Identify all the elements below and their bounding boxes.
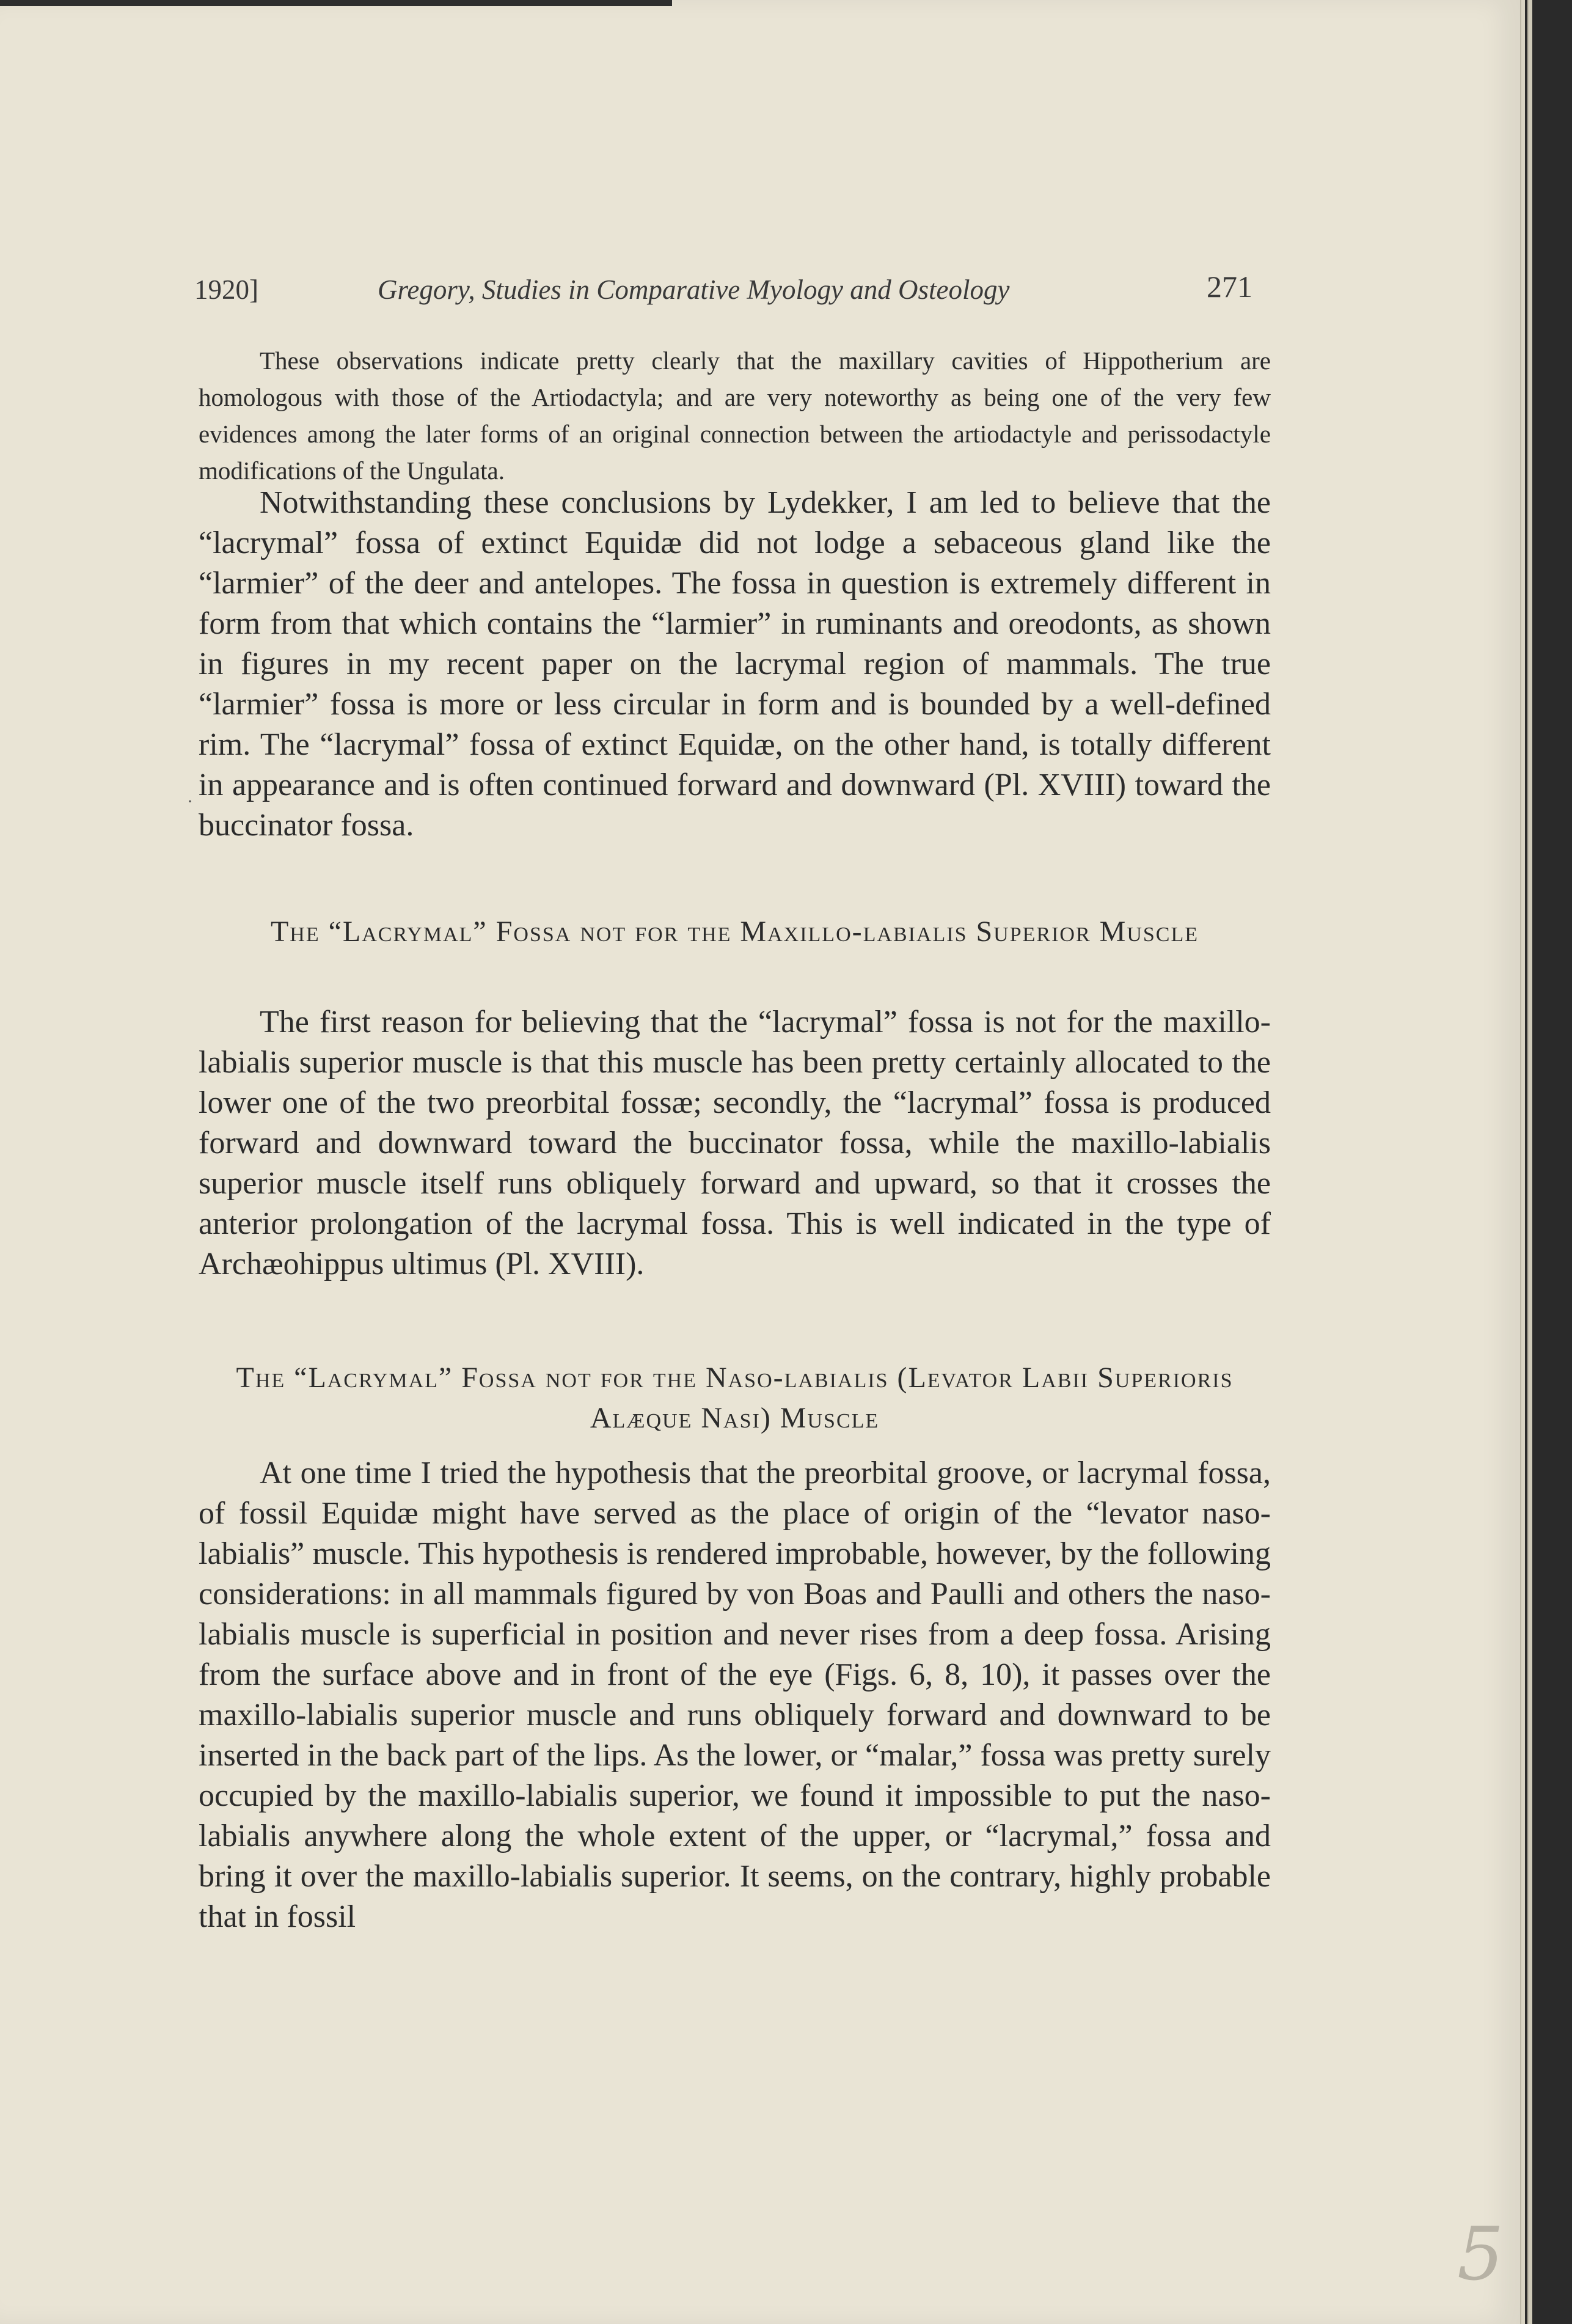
paragraph-naso-labialis: At one time I tried the hypothesis that the preorbital groove, or lacrymal fossa, of fossil Equidæ might have served as the place of origin of the “levator naso-labialis” muscle. This hypothesis is rendered improbable, however, by the following considerations: in all mammals figured by von Boas and Paulli and others the naso-labialis muscle is superficial in position and never rises from a deep fossa. Arising from the surface above and in front of the eye (Figs. 6, 8, 10), it passes over the maxillo-labialis superior muscle and runs obliquely forward and downward to be inserted in the back part of the lips. As the lower, or “malar,” fossa was pretty surely occupied by the maxillo-labialis superior, we found it impossible to put the naso-labialis anywhere along the whole extent of the upper, or “lacrymal,” fossa and bring it over the maxillo-labialis superior. It seems, on the contrary, highly probable that in fossil: [199, 1456, 1271, 1934]
running-head-year: 1920]: [194, 274, 258, 305]
running-head: [194, 269, 1252, 318]
page-edge-2: [1527, 0, 1532, 2324]
paragraph-lydekker-conclusions: Notwithstanding these conclusions by Lydekker, I am led to believe that the “lacrymal” fossa of extinct Equidæ did not lodge a sebaceous gland like the “larmier” of the deer and antelopes. The fossa in question is extremely different in form from that which contains the “larmier” in ruminants and oreodonts, as shown in figures in my recent paper on the lacrymal region of mammals. The true “larmier” fossa is more or less circular in form and is bounded by a well-defined rim. The “lacrymal” fossa of extinct Equidæ, on the other hand, is totally different in appearance and is often continued forward and downward (Pl. XVIII) toward the buccinator fossa.: [199, 485, 1271, 843]
quoted-note: These observations indicate pretty clearly that the maxillary cavities of Hippotherium are homologous with those of the Artiodactyla; and are very noteworthy as being one of the very few evidences among the later forms of an original connection between the artiodactyle and perissodactyle modifications of the Ungulata.: [199, 346, 1271, 485]
section-heading-maxillo-labialis: The “Lacrymal” Fossa not for the Maxillo-labialis Superior Muscle: [270, 915, 1199, 948]
paragraph-maxillo-labialis: The first reason for believing that the “lacrymal” fossa is not for the maxillo-labialis superior muscle is that this muscle has been pretty certainly allocated to the lower one of the two preorbital fossæ; secondly, the “lacrymal” fossa is produced forward and downward toward the buccinator fossa, while the maxillo-labialis superior muscle itself runs obliquely forward and upward, so that it crosses the anterior prolongation of the lacrymal fossa. This is well indicated in the type of Archæohippus ultimus (Pl. XVIII).: [199, 1005, 1271, 1281]
page-number: 271: [1207, 269, 1252, 304]
margin-dot: ·: [187, 791, 193, 812]
running-head-title: Gregory, Studies in Comparative Myology and Osteology: [378, 274, 1010, 305]
section-heading-naso-labialis: The “Lacrymal” Fossa not for the Naso-labialis (Levator Labii Superioris Alæque Nasi) Muscle: [236, 1362, 1234, 1434]
pencil-annotation: 5: [1457, 2212, 1504, 2297]
page-edge: [1520, 0, 1525, 2324]
scan-top-edge: [0, 0, 672, 6]
